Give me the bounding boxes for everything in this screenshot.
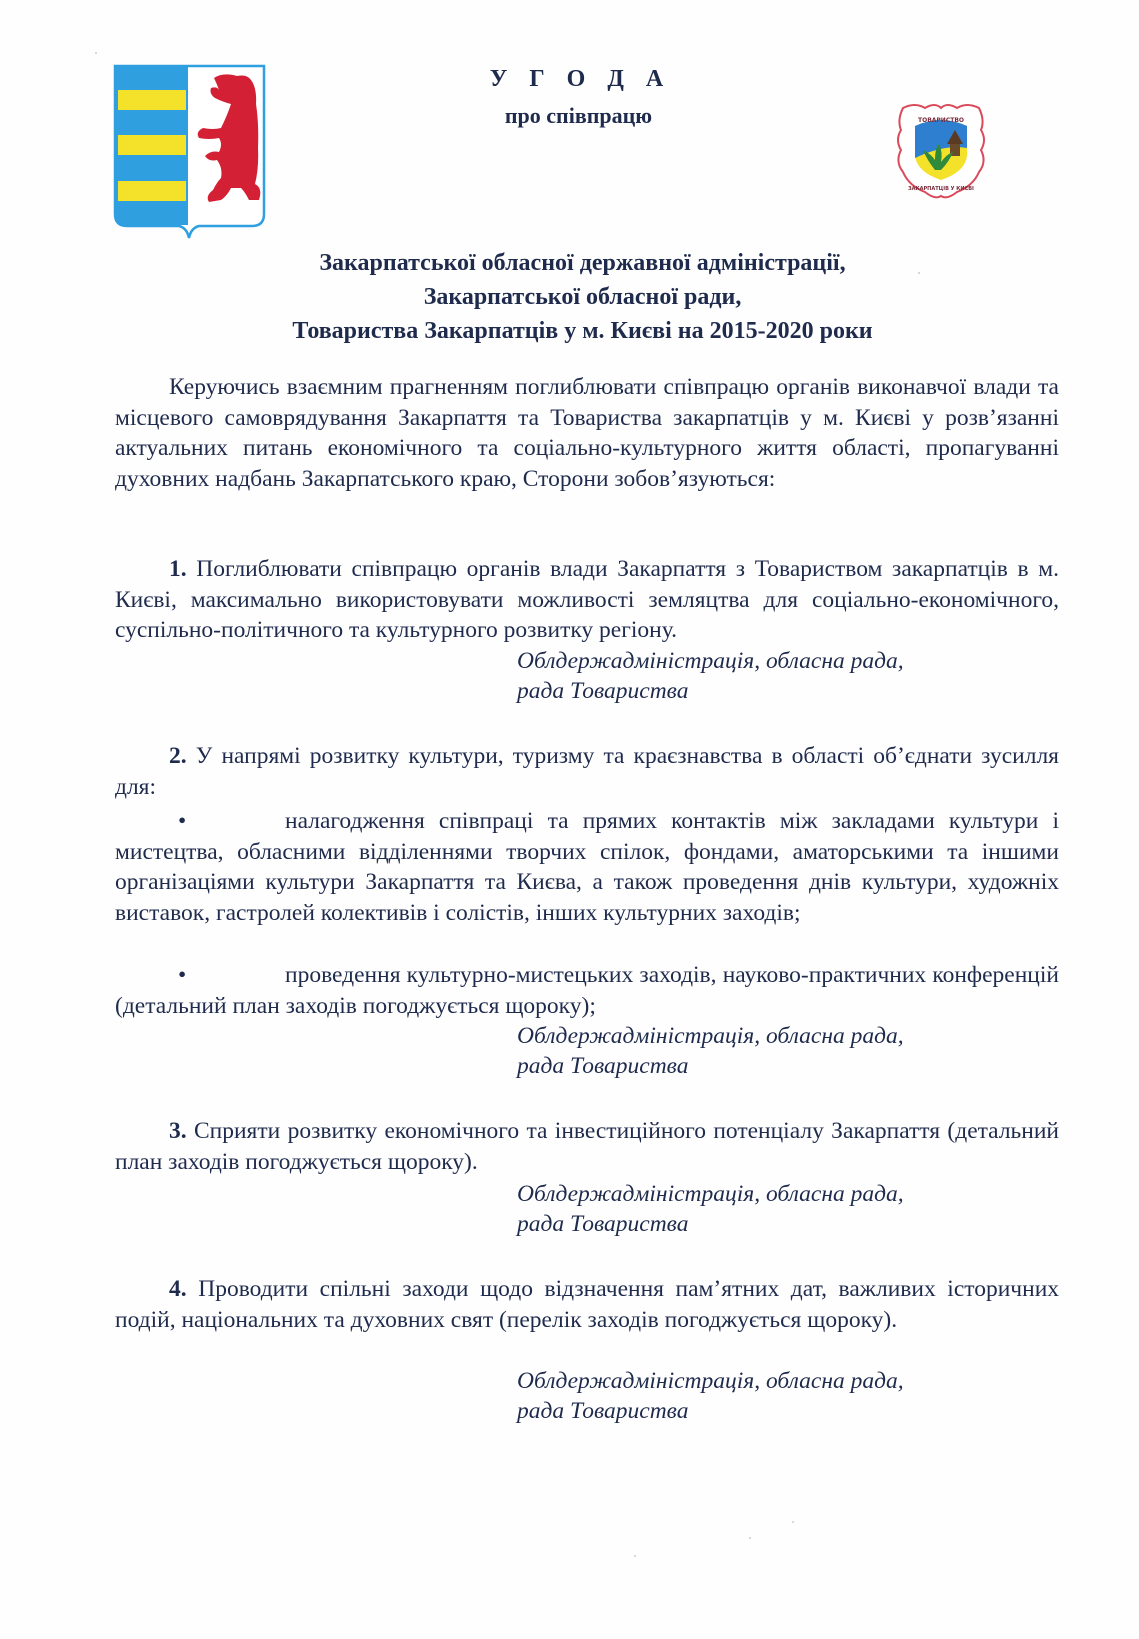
responsible-parties — [517, 646, 904, 706]
bullet-item — [115, 806, 1059, 928]
scan-speck — [95, 52, 97, 54]
clause-text: Проводити спільні заходи щодо відзначення пам’ятних дат, важливих історичних подій, національних та духовних свят (перелік заходів погоджується щороку). — [115, 1276, 1060, 1333]
clause-number: 4. — [169, 1276, 187, 1302]
intro-paragraph: Керуючись взаємним прагненням поглиблювати співпрацю органів виконавчої влади та місцевого самоврядування Закарпаття та Товариства закарпатців у м. Києві у розв’язанні актуальних питань економічного та соціально-культурного життя області, пропагуванні духовних надбань Закарпатського краю, Сторони зобов’язуються: — [115, 374, 1059, 492]
bullet-text: проведення культурно-мистецьких заходів, науково-практичних конференцій (детальний план заходів погоджується щороку); — [115, 962, 1059, 1019]
scan-speck — [792, 1521, 794, 1523]
bullet-icon: • — [178, 808, 187, 834]
clause-number: 1. — [169, 556, 187, 582]
responsible-line-1: Облдержадміністрація, обласна рада, — [517, 1368, 904, 1394]
clause-number: 3. — [169, 1118, 187, 1144]
responsible-line-1: Облдержадміністрація, обласна рада, — [517, 1181, 904, 1207]
responsible-line-2: рада Товариства — [517, 1398, 689, 1424]
emblem-label-bottom: ЗАКАРПАТЦІВ У КИЄВІ — [908, 186, 974, 192]
bullet-item — [115, 960, 1059, 1021]
bullet-text: налагодження співпраці та прямих контактів між закладами культури і мистецтва, обласними відділеннями творчих спілок, фондами, аматорськими та іншими організаціями культури Закарпаття та Києва, а також проведення днів культури, художніх виставок, гастролей колективів і солістів, інших культурних заходів; — [115, 808, 1059, 926]
clause-text: Сприяти розвитку економічного та інвестиційного потенціалу Закарпаття (детальний план заходів погоджується щороку). — [115, 1118, 1059, 1175]
party-line: Закарпатської обласної ради, — [423, 284, 742, 310]
parties-block — [0, 246, 1139, 348]
emblem-label-top: ТОВАРИСТВО — [918, 117, 964, 124]
document-subtitle: про співпрацю — [504, 103, 653, 128]
bullet-icon: • — [178, 962, 187, 988]
responsible-parties — [517, 1021, 904, 1081]
scan-speck — [634, 1555, 636, 1557]
responsible-parties — [517, 1366, 904, 1426]
clause-2 — [115, 741, 1059, 802]
responsible-line-1: Облдержадміністрація, обласна рада, — [517, 648, 904, 674]
responsible-line-1: Облдержадміністрація, обласна рада, — [517, 1023, 904, 1049]
document-title: У Г О Д А — [489, 66, 672, 92]
responsible-line-2: рада Товариства — [517, 678, 689, 704]
scan-speck — [918, 272, 920, 274]
party-line: Закарпатської обласної державної адміністрації, — [319, 250, 846, 276]
scan-speck — [749, 1537, 751, 1539]
clause-1 — [115, 554, 1059, 646]
clause-number: 2. — [169, 743, 187, 769]
clause-text: У напрямі розвитку культури, туризму та краєзнавства в області об’єднати зусилля для: — [115, 743, 1059, 800]
party-line: Товариства Закарпатців у м. Києві на 2015-2020 роки — [292, 318, 873, 344]
responsible-parties — [517, 1179, 904, 1239]
clause-3 — [115, 1116, 1059, 1177]
clause-text: Поглиблювати співпрацю органів влади Закарпаття з Товариством закарпатців в м. Києві, максимально використовувати можливості земляцтва для соціально-економічного, суспільно-політичного та культурного розвитку регіону. — [115, 556, 1059, 643]
responsible-line-2: рада Товариства — [517, 1211, 689, 1237]
responsible-line-2: рада Товариства — [517, 1053, 689, 1079]
clause-4 — [115, 1274, 1059, 1335]
